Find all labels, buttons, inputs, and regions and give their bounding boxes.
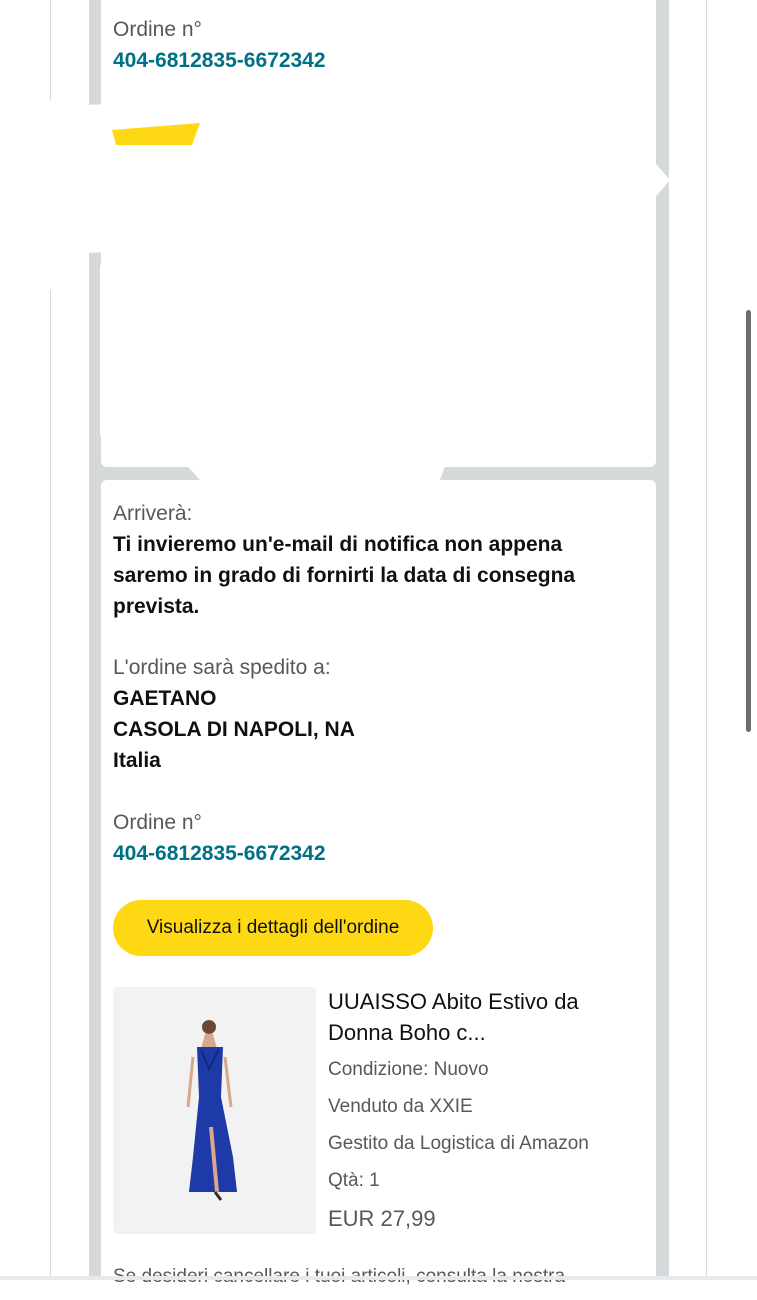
order-number-label-2: Ordine n° <box>113 811 202 834</box>
order-number-link[interactable]: 404-6812835-6672342 <box>113 49 326 72</box>
address-city: CASOLA DI NAPOLI, NA <box>113 718 355 741</box>
order-number-link-2[interactable]: 404-6812835-6672342 <box>113 842 326 865</box>
ship-to-label: L'ordine sarà spedito a: <box>113 656 331 679</box>
scrollbar[interactable] <box>746 310 751 732</box>
product-fulfilled: Gestito da Logistica di Amazon <box>328 1133 589 1154</box>
view-order-details-button[interactable]: Visualizza i dettagli dell'ordine <box>113 900 433 956</box>
product-seller: Venduto da XXIE <box>328 1096 473 1117</box>
product-quantity: Qtà: 1 <box>328 1170 380 1191</box>
redaction-left <box>40 100 80 290</box>
address-country: Italia <box>113 749 161 772</box>
bottom-bar <box>0 1276 757 1280</box>
arrival-label: Arriverà: <box>113 502 193 525</box>
order-number-label: Ordine n° <box>113 18 202 41</box>
product-price: EUR 27,99 <box>328 1206 436 1231</box>
product-thumbnail[interactable] <box>113 987 316 1234</box>
arrival-text-line1: Ti invieremo un'e-mail di notifica non appena <box>113 533 563 556</box>
product-title-line2: Donna Boho c... <box>328 1020 486 1045</box>
product-title-line1: UUAISSO Abito Estivo da <box>328 989 579 1014</box>
right-border <box>706 0 707 1280</box>
arrival-text-line2: saremo in grado di fornirti la data di consegna <box>113 564 576 587</box>
arrival-text-line3: prevista. <box>113 595 200 618</box>
blue-dress-icon <box>113 987 316 1234</box>
redaction-overlay <box>40 95 680 485</box>
product-title[interactable] <box>328 986 628 1048</box>
address-name: GAETANO <box>113 687 217 710</box>
product-condition: Condizione: Nuovo <box>328 1059 489 1080</box>
